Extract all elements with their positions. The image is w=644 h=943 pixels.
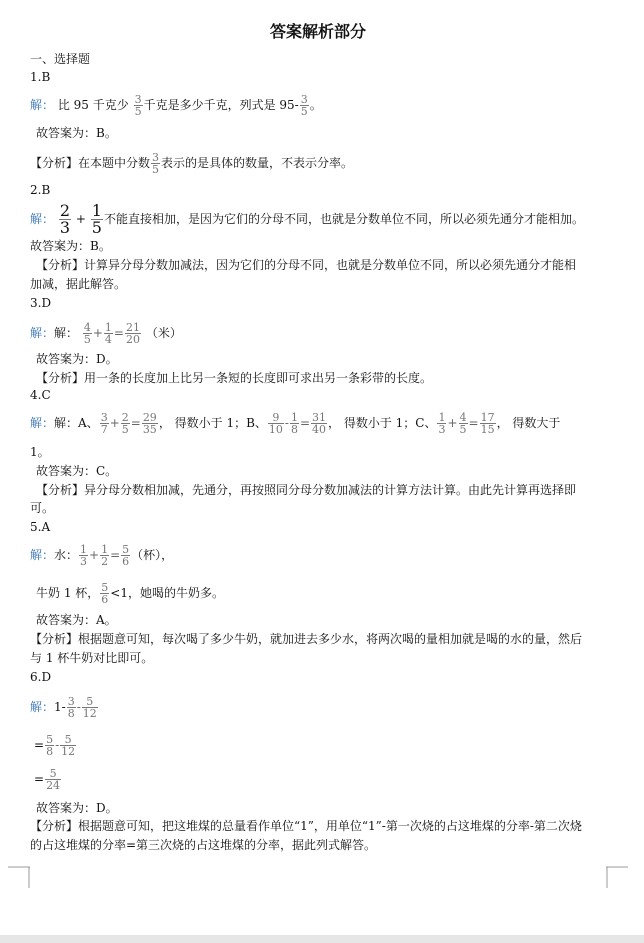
q6-analysis-line1: 【分析】根据题意可知，把这堆煤的总量看作单位“1”，用单位“1”-第一次烧的占这堆煤的分率-第二次烧 [30, 819, 582, 833]
fraction: $\frac{1}{3}$ [438, 411, 446, 436]
q2-answer: 故答案为：B。 [30, 239, 111, 253]
page-bottom-strip [0, 935, 644, 943]
q3-answer: 故答案为：D。 [36, 352, 118, 366]
q4-solution-line2: 1。 [30, 445, 50, 459]
fraction: $\frac{5}{6}$ [122, 543, 130, 568]
fraction: $\frac{2}{3}$ [59, 201, 71, 237]
fraction: $\frac{5}{6}$ [101, 581, 109, 606]
q6-step3: = $\frac{5}{24}$ [34, 767, 61, 792]
fraction: $\frac{5}{12}$ [82, 695, 97, 720]
q4-analysis-line2: 可。 [30, 501, 55, 515]
fraction: $\frac{1}{4}$ [104, 321, 112, 346]
q4-solution: 解：解：A、 $\frac{3}{7}$ + $\frac{2}{5}$ = $\frac{29}{35}$ ， 得数小于 1；B、 $\frac{9}{10}$ - $\frac{1}{8}$ = $\frac{31}{40}$ ， 得数小于 1；C、 $\frac{1}{3}$ + $\frac{4}{5}$ = $\frac{17}{15}$ ， 得数大于 [30, 411, 561, 436]
fraction: $\frac{4}{5}$ [459, 411, 467, 436]
q5-analysis-line2: 与 1 杯牛奶对比即可。 [30, 651, 154, 665]
q6-number: 6.D [30, 670, 52, 684]
fraction: $\frac{3}{5}$ [134, 93, 142, 118]
q4-analysis-line1: 【分析】异分母分数相加减，先通分，再按照同分母分数加减法的计算方法计算。由此先计算再选择即 [36, 483, 577, 497]
q3-number: 3.D [30, 296, 52, 310]
q5-answer: 故答案为：A。 [36, 613, 117, 627]
q5-milk-line: 牛奶 1 杯， $\frac{5}{6}$ <1，她喝的牛奶多。 [36, 581, 224, 606]
fraction: $\frac{1}{8}$ [290, 411, 298, 436]
q1-solution: 解： 比 95 千克少 $\frac{3}{5}$ 千克是多少千克，列式是 95- $\frac{3}{5}$ 。 [30, 93, 322, 118]
fraction: $\frac{1}{2}$ [101, 543, 109, 568]
fraction: $\frac{5}{8}$ [46, 733, 54, 758]
fraction: $\frac{3}{7}$ [100, 411, 108, 436]
fraction: $\frac{9}{10}$ [268, 411, 283, 436]
q2-number: 2.B [30, 183, 51, 197]
q1-analysis: 【分析】在本题中分数 $\frac{3}{5}$ 表示的是具体的数量，不表示分率。 [30, 151, 354, 176]
q6-step1: 解：1- $\frac{3}{8}$ - $\frac{5}{12}$ [30, 695, 97, 720]
q3-solution: 解：解： $\frac{4}{5}$ + $\frac{1}{4}$ = $\frac{21}{20}$ （米） [30, 321, 182, 346]
fraction: $\frac{4}{5}$ [83, 321, 91, 346]
page-title: 答案解析部分 [270, 22, 367, 41]
q2-analysis-line1: 【分析】计算异分母分数加减法，因为它们的分母不同，也就是分数单位不同，所以必须先通分才能相 [36, 258, 577, 272]
q6-analysis-line2: 的占这堆煤的分率=第三次烧的占这堆煤的分率，据此列式解答。 [30, 838, 377, 852]
q2-analysis-line2: 加减，据此解答。 [30, 277, 127, 291]
fraction: $\frac{2}{5}$ [121, 411, 129, 436]
fraction: $\frac{3}{5}$ [300, 93, 308, 118]
fraction: $\frac{1}{5}$ [91, 201, 102, 237]
fraction: $\frac{29}{35}$ [142, 411, 157, 436]
fraction: $\frac{5}{24}$ [46, 767, 61, 792]
fraction: $\frac{3}{8}$ [67, 695, 75, 720]
q5-analysis-line1: 【分析】根据题意可知，每次喝了多少牛奶，就加进去多少水，将两次喝的量相加就是喝的水的量，然后 [30, 632, 583, 646]
section-heading: 一、选择题 [30, 52, 91, 66]
page-corner-mark-right [606, 866, 628, 888]
solution-label: 解： [30, 98, 55, 112]
q1-number: 1.B [30, 70, 51, 84]
fraction: $\frac{1}{3}$ [80, 543, 88, 568]
q4-number: 4.C [30, 388, 51, 402]
fraction: $\frac{3}{5}$ [152, 151, 160, 176]
fraction: $\frac{31}{40}$ [312, 411, 327, 436]
fraction: $\frac{17}{15}$ [480, 411, 495, 436]
q3-analysis: 【分析】用一条的长度加上比另一条短的长度即可求出另一条彩带的长度。 [36, 371, 433, 385]
fraction: $\frac{21}{20}$ [125, 321, 140, 346]
q1-answer: 故答案为：B。 [36, 126, 117, 140]
q6-answer: 故答案为：D。 [36, 801, 118, 815]
q2-solution: 解： $\frac{2}{3}$ + $\frac{1}{5}$ 不能直接相加，是因为它们的分母不同，也就是分数单位不同，所以必须先通分才能相加。 [30, 201, 584, 237]
fraction: $\frac{5}{12}$ [61, 733, 76, 758]
page-corner-mark-left [8, 866, 30, 888]
q5-number: 5.A [30, 520, 51, 534]
q4-answer: 故答案为：C。 [36, 464, 118, 478]
q5-solution: 解：水： $\frac{1}{3}$ + $\frac{1}{2}$ = $\frac{5}{6}$ （杯）， [30, 543, 174, 568]
q6-step2: = $\frac{5}{8}$ - $\frac{5}{12}$ [34, 733, 76, 758]
